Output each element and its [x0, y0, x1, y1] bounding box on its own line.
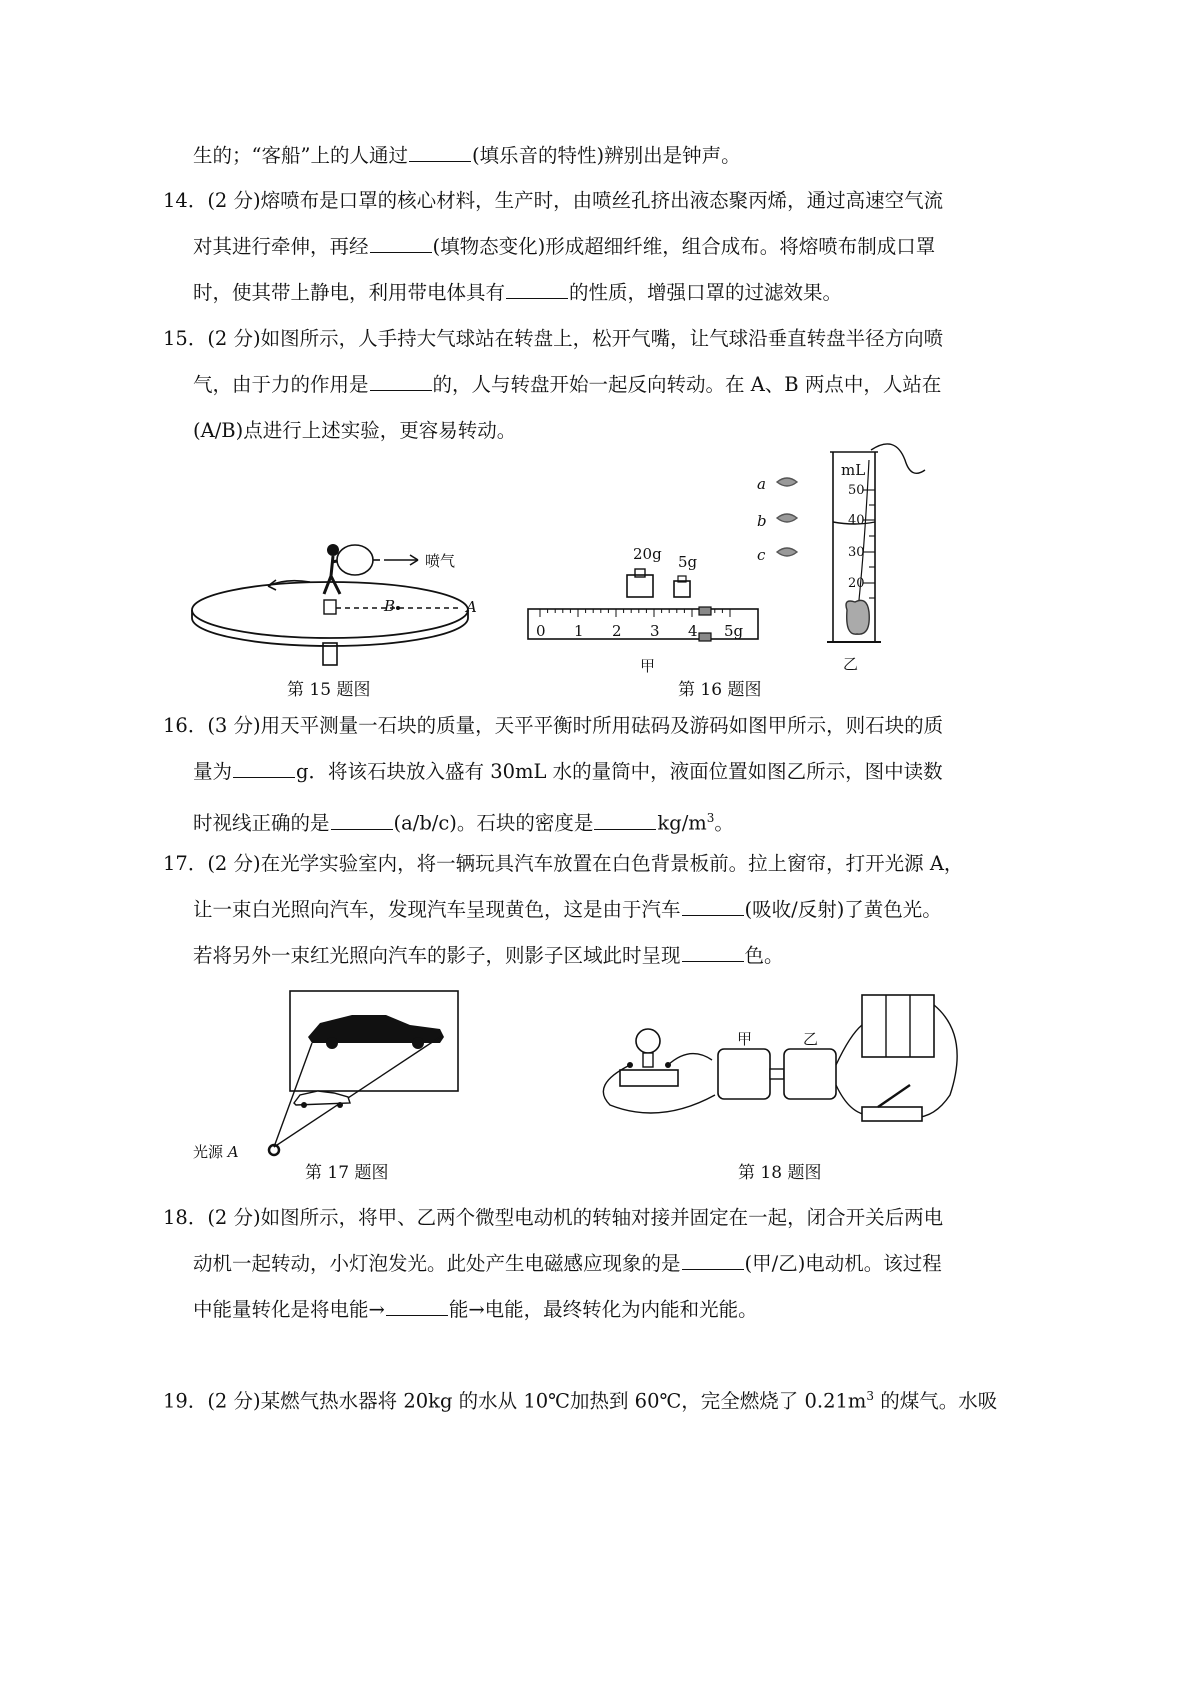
- answer-blank: [682, 897, 744, 916]
- q14-line-3: 时，使其带上静电，利用带电体具有 的性质，增强口罩的过滤效果。: [193, 281, 843, 304]
- eye-icons: [773, 470, 803, 565]
- light-source-label: 光源 A: [193, 1143, 239, 1161]
- view-label-a: a: [757, 475, 766, 493]
- answer-blank: [370, 372, 432, 391]
- switch-icon: [862, 1107, 922, 1121]
- answer-blank: [233, 759, 295, 778]
- answer-blank: [409, 143, 471, 162]
- eye-icon: [777, 478, 797, 556]
- bulb-icon: [636, 1029, 660, 1053]
- q14-line-2: 对其进行牵伸，再经 (填物态变化)形成超细纤维，组合成布。将熔喷布制成口罩: [193, 235, 936, 258]
- cylinder-unit-label: mL: [841, 461, 866, 479]
- q18-line-1: 18．(2 分)如图所示，将甲、乙两个微型电动机的转轴对接并固定在一起，闭合开关后两电: [163, 1206, 944, 1229]
- view-label-c: c: [757, 546, 766, 564]
- q17-line-2: 让一束白光照向汽车，发现汽车呈现黄色，这是由于汽车 (吸收/反射)了黄色光。: [193, 898, 942, 921]
- q17-line-1: 17．(2 分)在光学实验室内，将一辆玩具汽车放置在白色背景板前。拉上窗帘，打开光源 A，: [163, 852, 964, 875]
- q14-line-1: 14．(2 分)熔喷布是口罩的核心材料，生产时，由喷丝孔挤出液态聚丙烯，通过高速空气流: [163, 189, 944, 212]
- view-label-b: b: [757, 512, 767, 530]
- weight-20g-label: 20g: [633, 545, 662, 563]
- answer-blank: [682, 1251, 744, 1270]
- battery-icon: [862, 995, 934, 1057]
- figure-15-caption: 第 15 题图: [287, 680, 371, 700]
- q13-tail-line: 生的；“客船”上的人通过 (填乐音的特性)辨别出是钟声。: [193, 144, 741, 167]
- answer-blank: [594, 811, 656, 830]
- figure-jia-label: 甲: [640, 657, 656, 675]
- q16-line-3: 时视线正确的是 (a/b/c)。石块的密度是 $kg/m^3$。: [193, 811, 734, 835]
- point-a-label: A: [466, 598, 477, 616]
- q18-line-2: 动机一起转动，小灯泡发光。此处产生电磁感应现象的是 (甲/乙)电动机。该过程: [193, 1252, 942, 1275]
- q15-line-1: 15．(2 分)如图所示，人手持大气球站在转盘上，松开气嘴，让气球沿垂直转盘半径方向喷: [163, 327, 944, 350]
- q16-line-1: 16．(3 分)用天平测量一石块的质量，天平平衡时所用砝码及游码如图甲所示，则石块的质: [163, 714, 944, 737]
- figure-16-caption: 第 16 题图: [678, 680, 762, 700]
- weight-5g-label: 5g: [678, 553, 698, 571]
- exam-page: 生的；“客船”上的人通过 (填乐音的特性)辨别出是钟声。 14．(2 分)熔喷布是口罩的核心材料，生产时，由喷丝孔挤出液态聚丙烯，通过高速空气流 对其进行牵伸，再经 (填物态变化)形成超细纤维，组合成布。将熔喷布制成口罩 时，使其带上静电，利用带电体具有 的性质，增强口罩的过滤效果。 15．(2 分)如图所示，人手持大气球站在转盘上，松开气嘴，让气球沿垂直转盘半径方向喷 气，由于力的作用是 的，人与转盘开始一起反向转动。在 A、B 两点中，人站在 (A/B)点进行上述实验，更容易转动。 喷气 B A 第 15 题图 20g 5g 0 1 2 3 4 5g 甲 a b c mL 50 40 30 20 乙 第 16 题图 16．(3 分)用天平测量一石块的质量，天平平衡时所用砝码及游码如图甲所示，则石块的质 量为 g．将该石块放入盛有 30mL 水的量筒中，液面位置如图乙所示，图中读数 时视线正确的是 (a/b/c)。石块的密度是 $kg/m^3$。 17．(2 分)在光学实验室内，将一辆玩具汽车放置在白色背景板前。拉上窗帘，打开光源 A， 让一束白光照向汽车，发现汽车呈现黄色，这是由于汽车 (吸收/反射)了黄色光。 若将另外一束红光照向汽车的影子，则影子区域此时呈现 色。 光源 A 第 17 题图 甲 乙 第 18 题图 18．(2 分)如图所示，将甲、乙两个微型电动机的转轴对接并固定在一起，闭合开关后两电 动机一起转动，小灯泡发光。此处产生电磁感应现象的是 (甲/乙)电动机。该过程 中能量转化是将电能→ 能→电能，最终转化为内能和光能。 19．(2 分)某燃气热水器将 20kg 的水从 10℃加热到 60℃，完全燃烧了 $0.21m^3$ 的煤气。水吸: [163, 144, 998, 1413]
- car-light-figure: [260, 985, 470, 1165]
- motor-jia-label: 甲: [737, 1030, 753, 1048]
- figure-18-caption: 第 18 题图: [738, 1163, 822, 1183]
- q15-line-3: (A/B)点进行上述实验，更容易转动。: [193, 419, 517, 442]
- spray-label: 喷气: [425, 552, 456, 570]
- answer-blank: [682, 943, 744, 962]
- figure-yi-label: 乙: [843, 655, 859, 673]
- q17-line-3: 若将另外一束红光照向汽车的影子，则影子区域此时呈现 色。: [193, 944, 784, 967]
- q18-line-3: 中能量转化是将电能→ 能→电能，最终转化为内能和光能。: [193, 1298, 758, 1321]
- figure-17-caption: 第 17 题图: [305, 1163, 389, 1183]
- answer-blank: [370, 234, 432, 253]
- q15-line-2: 气，由于力的作用是 的，人与转盘开始一起反向转动。在 A、B 两点中，人站在: [193, 373, 942, 396]
- answer-blank: [506, 280, 568, 299]
- point-b-label: B: [384, 597, 396, 615]
- answer-blank: [331, 811, 393, 830]
- answer-blank: [386, 1297, 448, 1316]
- circuit-figure: [600, 975, 960, 1135]
- motor-yi-label: 乙: [803, 1030, 819, 1048]
- q16-line-2: 量为 g．将该石块放入盛有 30mL 水的量筒中，液面位置如图乙所示，图中读数: [193, 760, 943, 783]
- q19-line-1: 19．(2 分)某燃气热水器将 20kg 的水从 10℃加热到 60℃，完全燃烧了 $0.21m^3$ 的煤气。水吸: [163, 1389, 998, 1413]
